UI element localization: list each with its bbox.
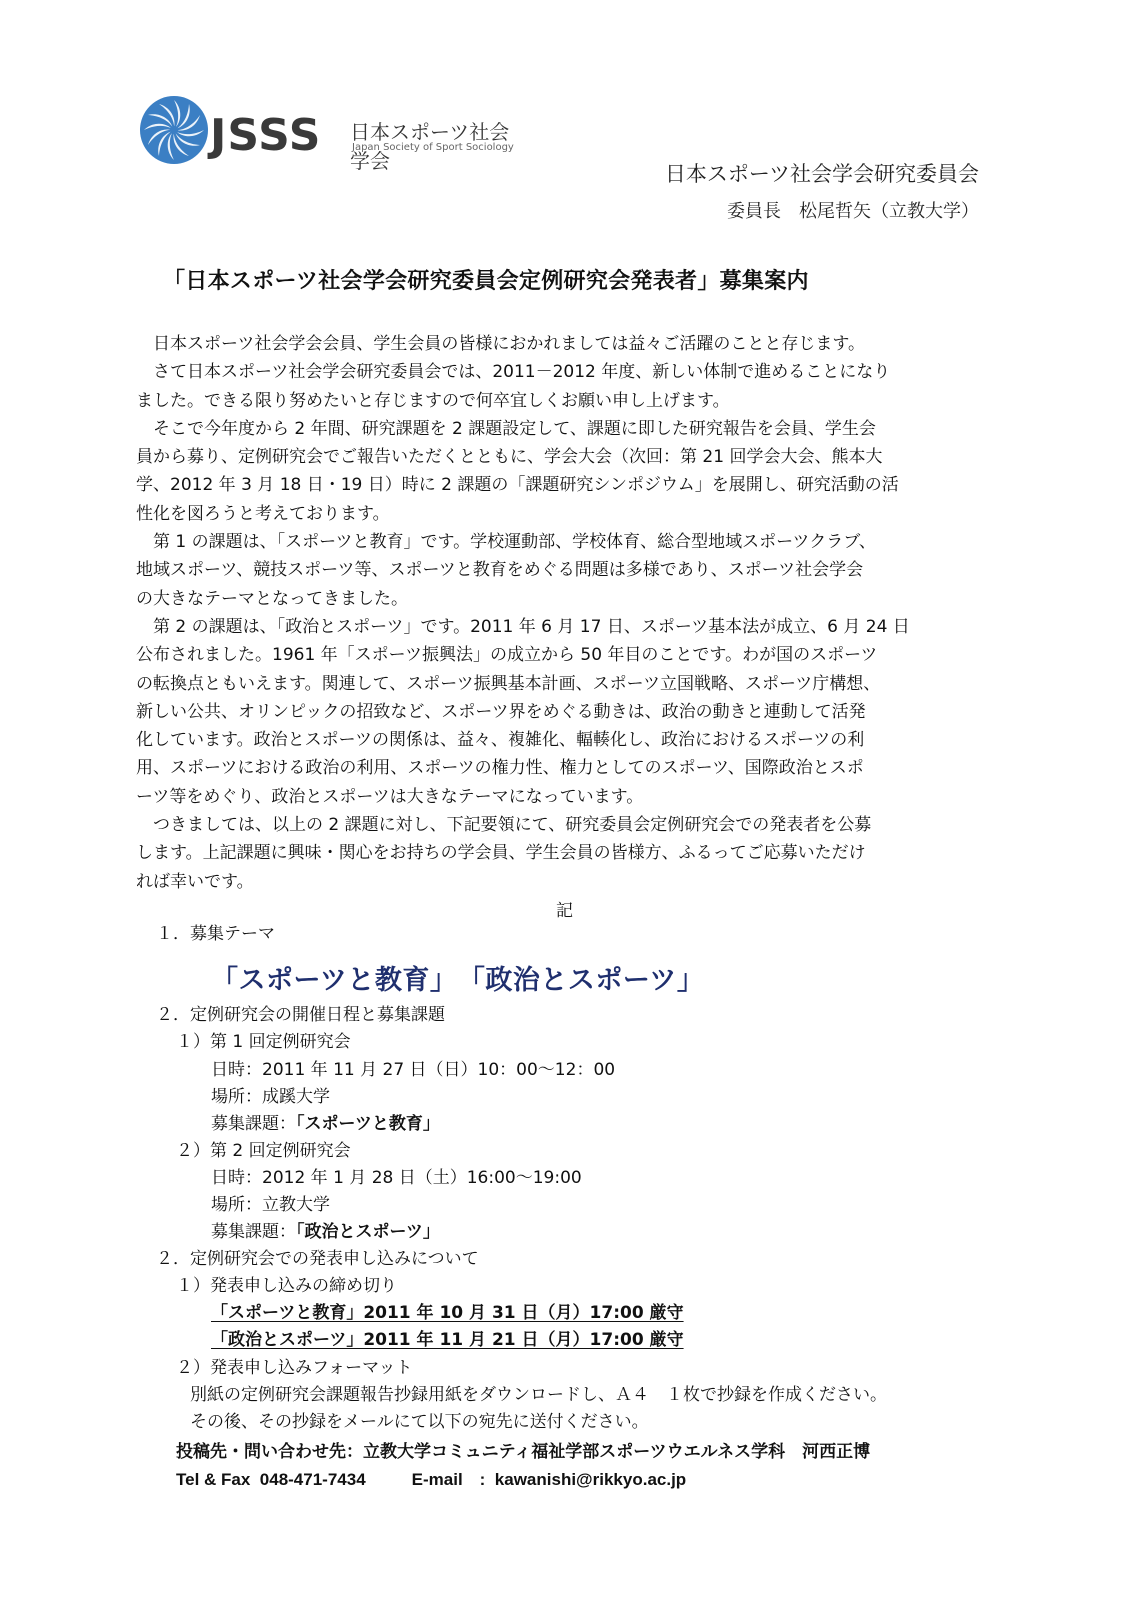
meeting2-datetime: 日時：2012 年 1 月 28 日（土）16:00～19:00 (211, 1168, 582, 1188)
tel-number: 048-471-7434 (259, 1470, 366, 1489)
committee-chair: 委員長 松尾哲矢（立教大学） (727, 201, 979, 222)
body-line: つきましては、以上の 2 課題に対し、下記要領にて、研究委員会定例研究会での発表者を公募 (136, 815, 872, 836)
contact-tel-email (176, 1465, 686, 1490)
body-line: 公布されました。1961 年「スポーツ振興法」の成立から 50 年目のことです。わが国のスポーツ (136, 645, 878, 666)
format-line-1: 別紙の定例研究会課題報告抄録用紙をダウンロードし、Ａ４ １枚で抄録を作成ください。 (190, 1385, 887, 1405)
body-line: 新しい公共、オリンピックの招致など、スポーツ界をめぐる動きは、政治の動きと連動して活発 (136, 701, 866, 722)
body-text (136, 330, 996, 896)
logo-name-english: Japan Society of Sport Sociology (352, 142, 514, 153)
meeting2-label: ２）第 2 回定例研究会 (176, 1141, 351, 1161)
spiral-emblem-icon (138, 94, 210, 166)
society-logo (132, 84, 517, 176)
tel-label: Tel & Fax (176, 1470, 251, 1489)
logo-abbreviation: JSSS (210, 110, 322, 161)
meeting1-topic-value: 「スポーツと教育」 (296, 1114, 440, 1134)
committee-name: 日本スポーツ社会学会研究委員会 (664, 162, 979, 186)
body-line: そこで今年度から 2 年間、研究課題を 2 課題設定して、課題に即した研究報告を会員、学生会 (136, 418, 876, 439)
body-line: 第 2 の課題は、「政治とスポーツ」です。2011 年 6 月 17 日、スポーツ基本法が成立、6 月 24 日 (136, 616, 910, 637)
meeting1-topic (211, 1111, 440, 1138)
body-line: さて日本スポーツ社会学会研究委員会では、2011－2012 年度、新しい体制で進めることになり (136, 362, 891, 383)
ki-marker: 記 (556, 901, 573, 921)
body-line: 化しています。政治とスポーツの関係は、益々、複雑化、輻輳化し、政治におけるスポーツの利 (136, 730, 865, 751)
deadline-label: １）発表申し込みの締め切り (176, 1276, 397, 1296)
contact-address: 投稿先・問い合わせ先：立教大学コミュニティ福祉学部スポーツウエルネス学科 河西正博 (176, 1442, 871, 1462)
body-line: ました。できる限り努めたいと存じますので何卒宜しくお願い申し上げます。 (136, 390, 730, 411)
body-line: 用、スポーツにおける政治の利用、スポーツの権力性、権力としてのスポーツ、国際政治とスポ (136, 758, 864, 779)
section2-heading: ２．定例研究会の開催日程と募集課題 (156, 1005, 445, 1025)
body-line: れば幸いです。 (136, 871, 254, 892)
logo-name-japanese: 日本スポーツ社会学会 (350, 120, 510, 173)
body-line: ーツ等をめぐり、政治とスポーツは大きなテーマになっています。 (136, 786, 644, 807)
deadline-politics: 「政治とスポーツ」2011 年 11 月 21 日（月）17:00 厳守 (211, 1330, 684, 1350)
body-line: 員から募り、定例研究会でご報告いただくとともに、学会大会（次回：第 21 回学会大会、熊本大 (136, 447, 883, 468)
email-label: E-mail : (411, 1470, 486, 1489)
section3-heading: ２．定例研究会での発表申し込みについて (156, 1249, 479, 1269)
body-line: します。上記課題に興味・関心をお持ちの学会員、学生会員の皆様方、ふるってご応募いただけ (136, 843, 866, 864)
body-line: 学、2012 年 3 月 18 日・19 日）時に 2 課題の「課題研究シンポジウム」を展開し、研究活動の活 (136, 475, 899, 496)
body-line: 第 1 の課題は、「スポーツと教育」です。学校運動部、学校体育、総合型地域スポーツクラブ、 (136, 532, 876, 553)
theme-display: 「スポーツと教育」 「政治とスポーツ」 (211, 965, 705, 996)
meeting2-topic-value: 「政治とスポーツ」 (296, 1222, 440, 1242)
meeting1-topic-label: 募集課題： (211, 1114, 296, 1134)
meeting1-datetime: 日時：2011 年 11 月 27 日（日）10：00～12：00 (211, 1060, 616, 1080)
meeting2-topic (211, 1219, 440, 1246)
meeting2-topic-label: 募集課題： (211, 1222, 296, 1242)
body-line: 日本スポーツ社会学会会員、学生会員の皆様におかれましては益々ご活躍のことと存じます。 (136, 334, 865, 354)
deadline-education: 「スポーツと教育」2011 年 10 月 31 日（月）17:00 厳守 (211, 1303, 684, 1323)
body-line: の大きなテーマとなってきました。 (136, 588, 408, 609)
format-line-2: その後、その抄録をメールにて以下の宛先に送付ください。 (190, 1412, 649, 1432)
meeting2-place: 場所：立教大学 (211, 1195, 330, 1215)
meeting1-place: 場所：成蹊大学 (211, 1087, 330, 1107)
document-title: 「日本スポーツ社会学会研究委員会定例研究会発表者」募集案内 (163, 269, 809, 294)
section1-heading: １．募集テーマ (156, 924, 275, 944)
body-line: 性化を図ろうと考えております。 (136, 503, 390, 524)
body-line: 地域スポーツ、競技スポーツ等、スポーツと教育をめぐる問題は多様であり、スポーツ社会学会 (136, 560, 864, 581)
format-label: ２）発表申し込みフォーマット (176, 1358, 413, 1378)
email-address[interactable]: kawanishi@rikkyo.ac.jp (494, 1470, 687, 1489)
meeting1-label: １）第 1 回定例研究会 (176, 1032, 351, 1052)
body-line: の転換点ともいえます。関連して、スポーツ振興基本計画、スポーツ立国戦略、スポーツ庁構想、 (136, 673, 881, 694)
